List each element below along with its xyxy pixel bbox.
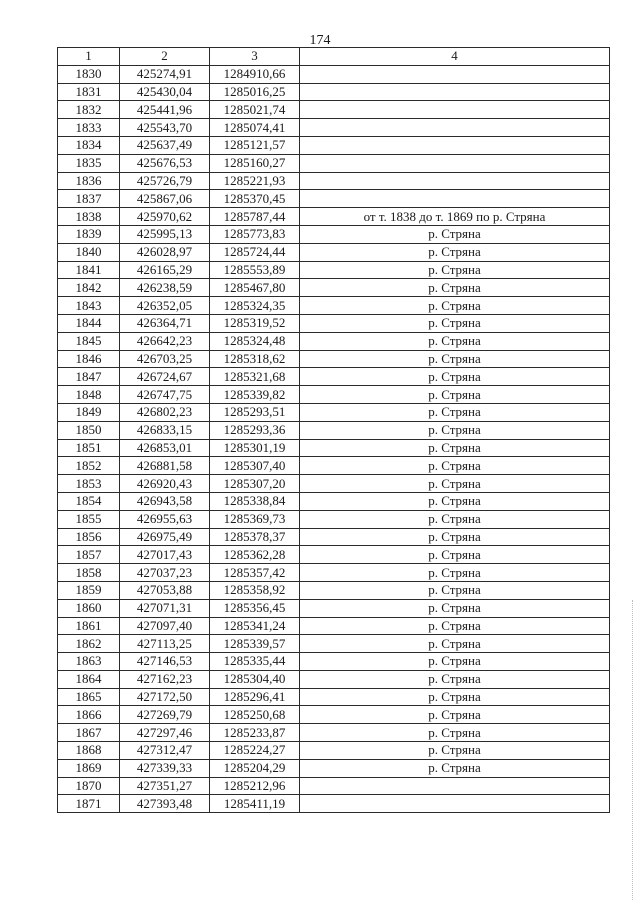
description-cell: р. Стряна <box>300 759 610 777</box>
y-coordinate-cell: 1285121,57 <box>210 136 300 154</box>
y-coordinate-cell: 1285293,51 <box>210 403 300 421</box>
x-coordinate-cell: 426703,25 <box>120 350 210 368</box>
table-row <box>58 243 610 261</box>
point-number-cell: 1862 <box>58 635 120 653</box>
x-coordinate-cell: 427037,23 <box>120 564 210 582</box>
description-cell <box>300 101 610 119</box>
description-cell: р. Стряна <box>300 475 610 493</box>
header-col-4: 4 <box>300 48 610 66</box>
x-coordinate-cell: 426642,23 <box>120 332 210 350</box>
y-coordinate-cell: 1285293,36 <box>210 421 300 439</box>
table-row <box>58 492 610 510</box>
coordinates-table <box>57 47 610 813</box>
description-cell: р. Стряна <box>300 297 610 315</box>
x-coordinate-cell: 425430,04 <box>120 83 210 101</box>
table-row <box>58 653 610 671</box>
description-cell: р. Стряна <box>300 599 610 617</box>
point-number-cell: 1843 <box>58 297 120 315</box>
x-coordinate-cell: 427351,27 <box>120 777 210 795</box>
y-coordinate-cell: 1285338,84 <box>210 492 300 510</box>
description-cell <box>300 172 610 190</box>
point-number-cell: 1865 <box>58 688 120 706</box>
x-coordinate-cell: 427017,43 <box>120 546 210 564</box>
description-cell <box>300 795 610 813</box>
x-coordinate-cell: 427393,48 <box>120 795 210 813</box>
x-coordinate-cell: 426028,97 <box>120 243 210 261</box>
table-row <box>58 208 610 226</box>
y-coordinate-cell: 1284910,66 <box>210 65 300 83</box>
description-cell: р. Стряна <box>300 724 610 742</box>
table-row <box>58 635 610 653</box>
table-row <box>58 546 610 564</box>
description-cell: р. Стряна <box>300 403 610 421</box>
header-col-1: 1 <box>58 48 120 66</box>
y-coordinate-cell: 1285296,41 <box>210 688 300 706</box>
table-row <box>58 617 610 635</box>
description-cell: р. Стряна <box>300 670 610 688</box>
table-row <box>58 225 610 243</box>
y-coordinate-cell: 1285341,24 <box>210 617 300 635</box>
point-number-cell: 1841 <box>58 261 120 279</box>
point-number-cell: 1834 <box>58 136 120 154</box>
y-coordinate-cell: 1285787,44 <box>210 208 300 226</box>
table-row <box>58 421 610 439</box>
point-number-cell: 1838 <box>58 208 120 226</box>
description-cell: р. Стряна <box>300 688 610 706</box>
point-number-cell: 1831 <box>58 83 120 101</box>
table-row <box>58 101 610 119</box>
description-cell: от т. 1838 до т. 1869 по р. Стряна <box>300 208 610 226</box>
y-coordinate-cell: 1285553,89 <box>210 261 300 279</box>
x-coordinate-cell: 425995,13 <box>120 225 210 243</box>
description-cell <box>300 154 610 172</box>
point-number-cell: 1851 <box>58 439 120 457</box>
x-coordinate-cell: 427339,33 <box>120 759 210 777</box>
table-row <box>58 279 610 297</box>
y-coordinate-cell: 1285224,27 <box>210 742 300 760</box>
point-number-cell: 1861 <box>58 617 120 635</box>
x-coordinate-cell: 427312,47 <box>120 742 210 760</box>
point-number-cell: 1847 <box>58 368 120 386</box>
x-coordinate-cell: 426747,75 <box>120 386 210 404</box>
point-number-cell: 1867 <box>58 724 120 742</box>
table-row <box>58 742 610 760</box>
y-coordinate-cell: 1285016,25 <box>210 83 300 101</box>
x-coordinate-cell: 425970,62 <box>120 208 210 226</box>
description-cell <box>300 83 610 101</box>
table-row <box>58 528 610 546</box>
table-row <box>58 475 610 493</box>
header-row <box>58 48 610 66</box>
x-coordinate-cell: 426238,59 <box>120 279 210 297</box>
table-row <box>58 297 610 315</box>
point-number-cell: 1830 <box>58 65 120 83</box>
table-row <box>58 688 610 706</box>
point-number-cell: 1844 <box>58 314 120 332</box>
x-coordinate-cell: 427053,88 <box>120 581 210 599</box>
description-cell: р. Стряна <box>300 261 610 279</box>
table-row <box>58 350 610 368</box>
point-number-cell: 1866 <box>58 706 120 724</box>
description-cell: р. Стряна <box>300 492 610 510</box>
table-row <box>58 154 610 172</box>
description-cell <box>300 119 610 137</box>
table-row <box>58 724 610 742</box>
point-number-cell: 1856 <box>58 528 120 546</box>
point-number-cell: 1860 <box>58 599 120 617</box>
x-coordinate-cell: 425676,53 <box>120 154 210 172</box>
table-row <box>58 439 610 457</box>
x-coordinate-cell: 425274,91 <box>120 65 210 83</box>
point-number-cell: 1839 <box>58 225 120 243</box>
point-number-cell: 1855 <box>58 510 120 528</box>
description-cell: р. Стряна <box>300 332 610 350</box>
x-coordinate-cell: 427113,25 <box>120 635 210 653</box>
x-coordinate-cell: 425543,70 <box>120 119 210 137</box>
table-row <box>58 510 610 528</box>
table-row <box>58 403 610 421</box>
y-coordinate-cell: 1285321,68 <box>210 368 300 386</box>
y-coordinate-cell: 1285724,44 <box>210 243 300 261</box>
y-coordinate-cell: 1285301,19 <box>210 439 300 457</box>
description-cell: р. Стряна <box>300 510 610 528</box>
x-coordinate-cell: 426364,71 <box>120 314 210 332</box>
y-coordinate-cell: 1285250,68 <box>210 706 300 724</box>
description-cell <box>300 136 610 154</box>
description-cell: р. Стряна <box>300 386 610 404</box>
point-number-cell: 1868 <box>58 742 120 760</box>
y-coordinate-cell: 1285304,40 <box>210 670 300 688</box>
x-coordinate-cell: 425637,49 <box>120 136 210 154</box>
point-number-cell: 1849 <box>58 403 120 421</box>
y-coordinate-cell: 1285074,41 <box>210 119 300 137</box>
point-number-cell: 1835 <box>58 154 120 172</box>
description-cell: р. Стряна <box>300 243 610 261</box>
point-number-cell: 1870 <box>58 777 120 795</box>
point-number-cell: 1832 <box>58 101 120 119</box>
x-coordinate-cell: 427297,46 <box>120 724 210 742</box>
x-coordinate-cell: 427269,79 <box>120 706 210 724</box>
point-number-cell: 1850 <box>58 421 120 439</box>
y-coordinate-cell: 1285324,35 <box>210 297 300 315</box>
table-row <box>58 599 610 617</box>
point-number-cell: 1863 <box>58 653 120 671</box>
description-cell: р. Стряна <box>300 350 610 368</box>
header-col-2: 2 <box>120 48 210 66</box>
description-cell: р. Стряна <box>300 368 610 386</box>
point-number-cell: 1846 <box>58 350 120 368</box>
table-row <box>58 759 610 777</box>
x-coordinate-cell: 426802,23 <box>120 403 210 421</box>
table-row <box>58 190 610 208</box>
scan-margin-line <box>632 600 633 900</box>
y-coordinate-cell: 1285204,29 <box>210 759 300 777</box>
description-cell <box>300 777 610 795</box>
x-coordinate-cell: 426724,67 <box>120 368 210 386</box>
point-number-cell: 1840 <box>58 243 120 261</box>
description-cell: р. Стряна <box>300 528 610 546</box>
table-header <box>58 48 610 66</box>
point-number-cell: 1836 <box>58 172 120 190</box>
point-number-cell: 1845 <box>58 332 120 350</box>
description-cell: р. Стряна <box>300 546 610 564</box>
description-cell: р. Стряна <box>300 742 610 760</box>
table-row <box>58 119 610 137</box>
description-cell: р. Стряна <box>300 421 610 439</box>
y-coordinate-cell: 1285357,42 <box>210 564 300 582</box>
description-cell: р. Стряна <box>300 439 610 457</box>
point-number-cell: 1852 <box>58 457 120 475</box>
point-number-cell: 1837 <box>58 190 120 208</box>
x-coordinate-cell: 426352,05 <box>120 297 210 315</box>
x-coordinate-cell: 426165,29 <box>120 261 210 279</box>
table-row <box>58 564 610 582</box>
x-coordinate-cell: 425867,06 <box>120 190 210 208</box>
table-row <box>58 83 610 101</box>
y-coordinate-cell: 1285324,48 <box>210 332 300 350</box>
y-coordinate-cell: 1285358,92 <box>210 581 300 599</box>
description-cell: р. Стряна <box>300 314 610 332</box>
point-number-cell: 1848 <box>58 386 120 404</box>
x-coordinate-cell: 426833,15 <box>120 421 210 439</box>
point-number-cell: 1858 <box>58 564 120 582</box>
table-row <box>58 795 610 813</box>
y-coordinate-cell: 1285773,83 <box>210 225 300 243</box>
y-coordinate-cell: 1285335,44 <box>210 653 300 671</box>
y-coordinate-cell: 1285212,96 <box>210 777 300 795</box>
y-coordinate-cell: 1285339,57 <box>210 635 300 653</box>
x-coordinate-cell: 426920,43 <box>120 475 210 493</box>
x-coordinate-cell: 425441,96 <box>120 101 210 119</box>
table-row <box>58 706 610 724</box>
table-body <box>58 65 610 812</box>
description-cell: р. Стряна <box>300 581 610 599</box>
table-row <box>58 368 610 386</box>
x-coordinate-cell: 425726,79 <box>120 172 210 190</box>
description-cell <box>300 65 610 83</box>
table-row <box>58 314 610 332</box>
point-number-cell: 1853 <box>58 475 120 493</box>
y-coordinate-cell: 1285233,87 <box>210 724 300 742</box>
table-row <box>58 457 610 475</box>
y-coordinate-cell: 1285356,45 <box>210 599 300 617</box>
description-cell: р. Стряна <box>300 279 610 297</box>
x-coordinate-cell: 426955,63 <box>120 510 210 528</box>
point-number-cell: 1871 <box>58 795 120 813</box>
point-number-cell: 1869 <box>58 759 120 777</box>
point-number-cell: 1854 <box>58 492 120 510</box>
description-cell: р. Стряна <box>300 457 610 475</box>
page-number: 174 <box>309 33 331 48</box>
y-coordinate-cell: 1285160,27 <box>210 154 300 172</box>
y-coordinate-cell: 1285319,52 <box>210 314 300 332</box>
description-cell: р. Стряна <box>300 706 610 724</box>
x-coordinate-cell: 426853,01 <box>120 439 210 457</box>
point-number-cell: 1842 <box>58 279 120 297</box>
y-coordinate-cell: 1285221,93 <box>210 172 300 190</box>
x-coordinate-cell: 426975,49 <box>120 528 210 546</box>
table-row <box>58 65 610 83</box>
y-coordinate-cell: 1285467,80 <box>210 279 300 297</box>
point-number-cell: 1833 <box>58 119 120 137</box>
y-coordinate-cell: 1285307,20 <box>210 475 300 493</box>
x-coordinate-cell: 427146,53 <box>120 653 210 671</box>
table-row <box>58 332 610 350</box>
x-coordinate-cell: 426881,58 <box>120 457 210 475</box>
point-number-cell: 1859 <box>58 581 120 599</box>
description-cell <box>300 190 610 208</box>
y-coordinate-cell: 1285339,82 <box>210 386 300 404</box>
x-coordinate-cell: 427172,50 <box>120 688 210 706</box>
description-cell: р. Стряна <box>300 635 610 653</box>
table-row <box>58 386 610 404</box>
y-coordinate-cell: 1285411,19 <box>210 795 300 813</box>
y-coordinate-cell: 1285307,40 <box>210 457 300 475</box>
description-cell: р. Стряна <box>300 653 610 671</box>
y-coordinate-cell: 1285378,37 <box>210 528 300 546</box>
x-coordinate-cell: 427097,40 <box>120 617 210 635</box>
table-row <box>58 581 610 599</box>
table-row <box>58 136 610 154</box>
y-coordinate-cell: 1285318,62 <box>210 350 300 368</box>
description-cell: р. Стряна <box>300 225 610 243</box>
point-number-cell: 1857 <box>58 546 120 564</box>
table-row <box>58 777 610 795</box>
table-row <box>58 670 610 688</box>
y-coordinate-cell: 1285369,73 <box>210 510 300 528</box>
x-coordinate-cell: 427071,31 <box>120 599 210 617</box>
x-coordinate-cell: 426943,58 <box>120 492 210 510</box>
y-coordinate-cell: 1285362,28 <box>210 546 300 564</box>
description-cell: р. Стряна <box>300 617 610 635</box>
table-row <box>58 172 610 190</box>
point-number-cell: 1864 <box>58 670 120 688</box>
y-coordinate-cell: 1285370,45 <box>210 190 300 208</box>
table-row <box>58 261 610 279</box>
description-cell: р. Стряна <box>300 564 610 582</box>
x-coordinate-cell: 427162,23 <box>120 670 210 688</box>
header-col-3: 3 <box>210 48 300 66</box>
y-coordinate-cell: 1285021,74 <box>210 101 300 119</box>
